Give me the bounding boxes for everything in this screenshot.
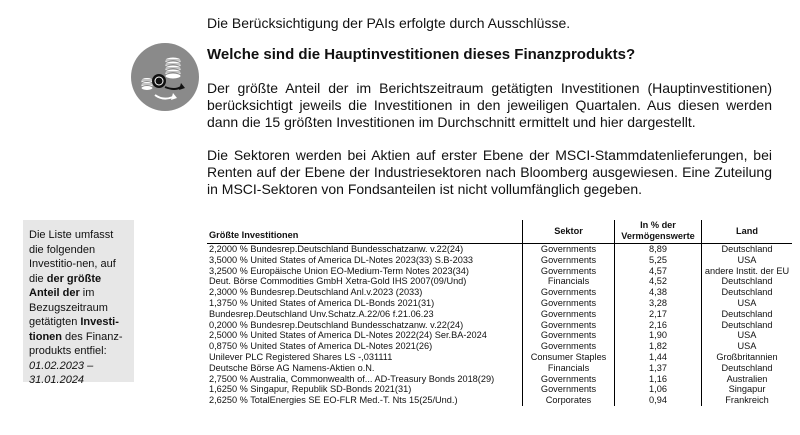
table-row (207, 244, 792, 255)
top-investments-table (207, 220, 792, 406)
sidebar-note-text (29, 228, 131, 388)
country-cell: Deutschland (721, 362, 773, 373)
investment-name: 1,6250 % Singapur, Republik SD-Bonds 2021(31) (207, 384, 523, 395)
section-heading: Welche sind die Hauptinvestitionen dieses Finanzprodukts? (207, 46, 636, 63)
sector-cell: Consumer Staples (523, 352, 615, 363)
country-cell: USA (737, 341, 757, 352)
investment-name: 3,2500 % Europäische Union EO-Medium-Term Notes 2023(34) (207, 266, 523, 277)
table-row (207, 276, 792, 287)
sector-cell: Governments (523, 330, 615, 341)
table-row (207, 266, 792, 277)
table-row (207, 395, 792, 406)
sidebar-note (23, 220, 134, 386)
sector-cell: Governments (523, 384, 615, 395)
sector-cell: Governments (523, 298, 615, 309)
sector-cell: Governments (523, 374, 615, 385)
country-cell: USA (737, 330, 757, 341)
sidebar-text-3: des Finanz-produkts entfiel: (29, 330, 123, 357)
share-cell: 1,82 (615, 341, 702, 352)
country-cell: USA (737, 297, 757, 308)
investment-name: 3,5000 % United States of America DL-Notes 2023(33) S.B-2033 (207, 255, 523, 266)
country-cell: Singapur (728, 384, 766, 395)
table-row (207, 330, 792, 341)
share-cell: 1,44 (615, 352, 702, 363)
country-cell: Australien (726, 373, 768, 384)
share-cell: 8,89 (615, 244, 702, 255)
share-cell: 1,90 (615, 330, 702, 341)
table-header-row (207, 220, 792, 244)
table-row (207, 384, 792, 395)
share-cell: 1,16 (615, 374, 702, 385)
share-cell: 4,52 (615, 276, 702, 287)
investment-name: 2,7500 % Australia, Commonwealth of... AD-Treasury Bonds 2018(29) (207, 374, 523, 385)
col-sector-header: Sektor (523, 220, 615, 244)
country-cell: Deutschland (721, 244, 773, 254)
table-row (207, 320, 792, 331)
investment-name: 2,6250 % TotalEnergies SE EO-FLR Med.-T. Nts 15(25/Und.) (207, 395, 523, 406)
sector-cell: Governments (523, 266, 615, 277)
share-cell: 3,28 (615, 298, 702, 309)
sector-cell: Financials (523, 363, 615, 374)
sector-note-paragraph: Die Sektoren werden bei Aktien auf erster Ebene der MSCI-Stammdatenlieferungen, bei Renten auf der Ebene der Industriesektoren nach Bloomberg ausgewiesen. Eine Zuteilung in MSCI-Sektoren von Fondsanteilen ist nicht vollumfänglich gegeben. (207, 147, 772, 197)
country-cell: Großbritannien (716, 351, 778, 362)
country-cell: Deutschland (721, 308, 773, 319)
investment-name: Unilever PLC Registered Shares LS -,031111 (207, 352, 523, 363)
sector-cell: Corporates (523, 395, 615, 406)
share-cell: 5,25 (615, 255, 702, 266)
top-investments-table-wrapper (207, 220, 790, 406)
investment-name: 2,3000 % Bundesrep.Deutschland Anl.v.2023 (2033) (207, 287, 523, 298)
sector-cell: Governments (523, 309, 615, 320)
sidebar-bold-1: der größte Anteil der (29, 272, 102, 299)
table-row (207, 309, 792, 320)
sidebar-text-1: Die Liste umfasst die folgenden Investitio-nen, auf die (29, 229, 116, 285)
table-body (207, 244, 792, 406)
investment-name: 1,3750 % United States of America DL-Bonds 2021(31) (207, 298, 523, 309)
sector-cell: Governments (523, 255, 615, 266)
sector-cell: Governments (523, 320, 615, 331)
investment-name: 2,2000 % Bundesrep.Deutschland Bundesschatzanw. v.22(24) (207, 244, 523, 255)
table-row (207, 352, 792, 363)
table-row (207, 363, 792, 374)
table-row (207, 287, 792, 298)
investment-name: 0,8750 % United States of America DL-Notes 2021(26) (207, 341, 523, 352)
country-cell: Deutschland (721, 287, 773, 298)
col-investment-header: Größte Investitionen (207, 220, 523, 244)
share-cell: 1,06 (615, 384, 702, 395)
table-row (207, 341, 792, 352)
share-cell: 4,38 (615, 287, 702, 298)
country-cell: Frankreich (725, 395, 769, 406)
sector-cell: Financials (523, 276, 615, 287)
col-country-header: Land (702, 220, 793, 244)
share-cell: 0,94 (615, 395, 702, 406)
country-cell: Deutschland (721, 319, 773, 330)
explanation-paragraph: Der größte Anteil der im Berichtszeitraum getätigten Investitionen (Hauptinvestitionen) berücksichtigt jeweils die Investitionen in den jeweiligen Quartalen. Aus diesen werden dann die 15 größten Investitionen im Durchschnitt ermittelt und hier dargestellt. (207, 80, 772, 130)
share-cell: 2,17 (615, 309, 702, 320)
sector-cell: Governments (523, 287, 615, 298)
sidebar-bold-2: Investi-tionen (29, 316, 119, 343)
col-share-header: In % der Vermögenswerte (615, 220, 702, 244)
country-cell: andere Instit. der EU (704, 265, 790, 276)
investment-name: Deut. Börse Commodities GmbH Xetra-Gold IHS 2007(09/Und) (207, 276, 523, 287)
investment-name: Bundesrep.Deutschland Unv.Schatz.A.22/06 f.21.06.23 (207, 309, 523, 320)
share-cell: 1,37 (615, 363, 702, 374)
coins-and-chart-icon (131, 43, 199, 111)
country-cell: Deutschland (721, 276, 773, 287)
sector-cell: Governments (523, 244, 615, 255)
share-cell: 4,57 (615, 266, 702, 277)
pai-statement: Die Berücksichtigung der PAIs erfolgte durch Ausschlüsse. (207, 15, 571, 31)
investment-name: 2,5000 % United States of America DL-Notes 2022(24) Ser.BA-2024 (207, 330, 523, 341)
sidebar-text-2: im Bezugszeitraum getätigten (29, 287, 108, 328)
share-cell: 2,16 (615, 320, 702, 331)
reference-period: 01.02.2023 – 31.01.2024 (29, 359, 94, 386)
table-row (207, 374, 792, 385)
table-row (207, 298, 792, 309)
investment-name: 0,2000 % Bundesrep.Deutschland Bundesschatzanw. v.22(24) (207, 320, 523, 331)
country-cell: USA (737, 254, 757, 265)
sector-cell: Governments (523, 341, 615, 352)
investment-name: Deutsche Börse AG Namens-Aktien o.N. (207, 363, 523, 374)
table-row (207, 255, 792, 266)
